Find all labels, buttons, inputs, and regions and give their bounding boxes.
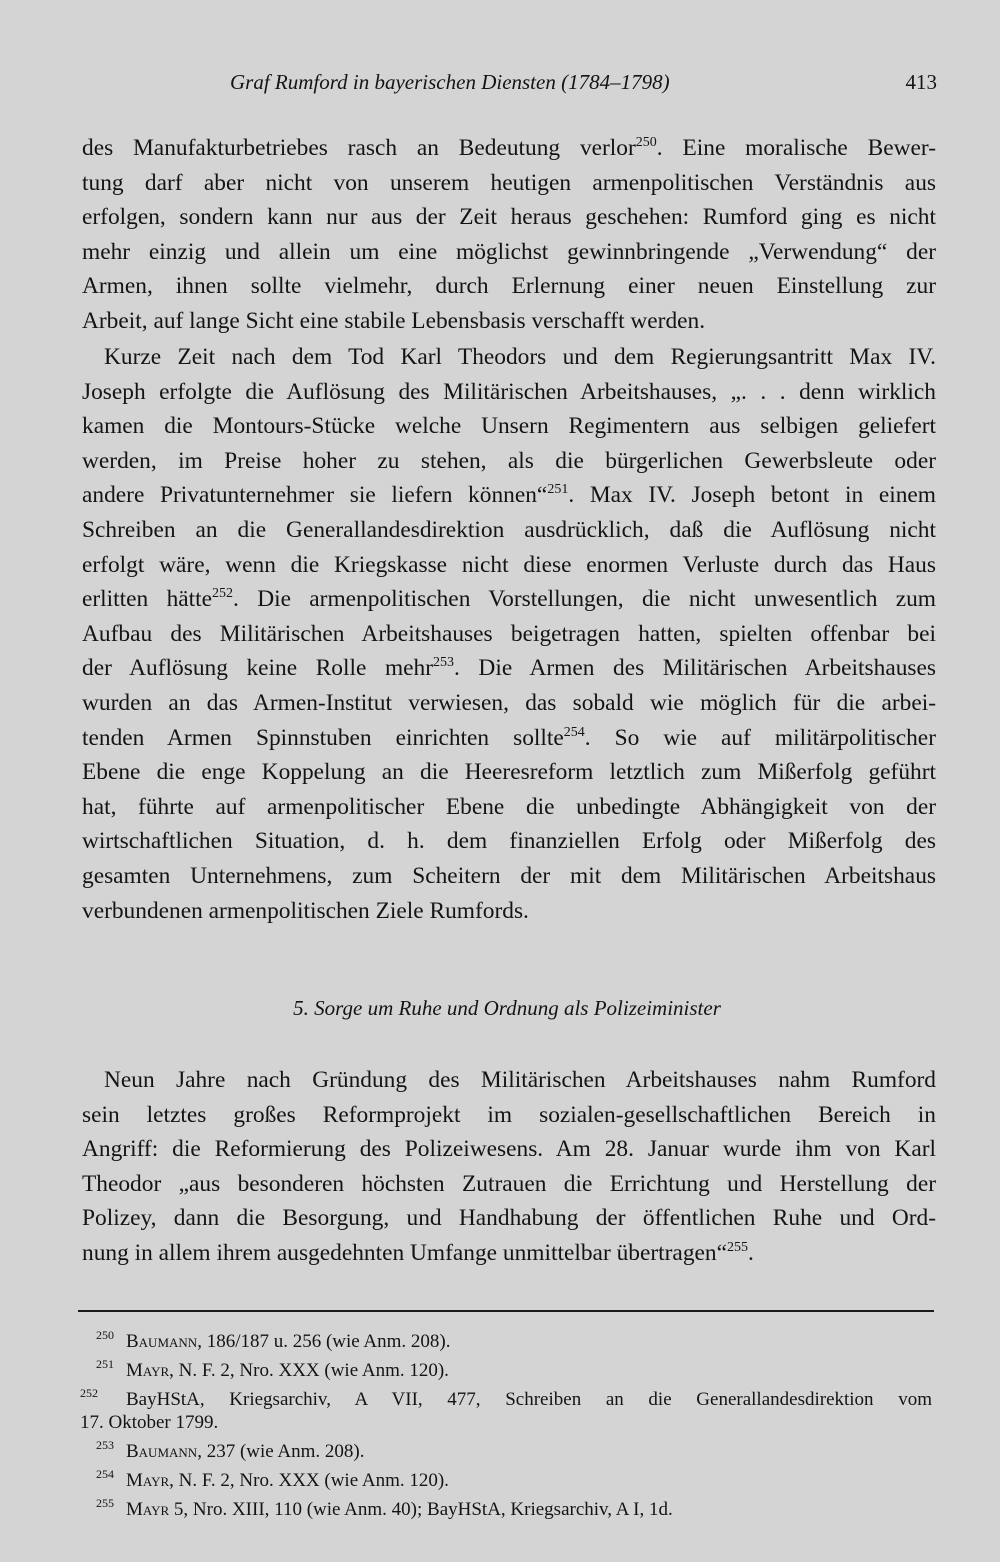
text-line xyxy=(82,269,936,304)
line-text: erfolgt wäre, wenn die Kriegskasse nicht diese enormen Verluste durch das Haus xyxy=(82,551,936,578)
line-text: sein letztes großes Reformprojekt im sozialen-gesellschaftlichen Bereich in xyxy=(82,1101,936,1128)
footnote-author: Baumann xyxy=(126,1441,198,1462)
footnote-ref: 252 xyxy=(212,586,234,602)
footnote-text: , N. F. 2, Nro. XXX (wie Anm. 120). xyxy=(169,1470,449,1491)
text-line xyxy=(82,721,936,756)
line-text-after: . Die armenpolitischen Vorstellungen, die nicht unwesentlich zum xyxy=(233,586,936,613)
text-line xyxy=(82,1063,936,1098)
line-text: Polizey, dann die Besorgung, und Handhabung der öffentlichen Ruhe und Ord- xyxy=(82,1205,936,1232)
footnote xyxy=(80,1353,932,1382)
text-line xyxy=(82,548,936,583)
footnote-author: Mayr xyxy=(126,1470,170,1491)
text-line xyxy=(82,1236,936,1271)
line-text: Kurze Zeit nach dem Tod Karl Theodors und dem Regierungsantritt Max IV. xyxy=(104,344,936,370)
footnote-text: , 237 (wie Anm. 208). xyxy=(197,1441,365,1462)
text-line xyxy=(82,617,936,652)
running-title: Graf Rumford in bayerischen Diensten (1784–1798) xyxy=(230,70,670,94)
text-line xyxy=(82,1098,936,1133)
footnote-number: 251 xyxy=(96,1357,114,1371)
footnote xyxy=(80,1324,932,1353)
footnotes xyxy=(80,1324,932,1521)
line-text-after: . So wie auf militärpolitischer xyxy=(584,724,936,751)
footnote xyxy=(80,1492,932,1521)
text-line xyxy=(82,1167,936,1202)
text-line xyxy=(82,686,936,721)
footnote xyxy=(80,1434,932,1463)
line-text-after: . Die Armen des Militärischen Arbeitshauses xyxy=(454,655,936,682)
footnote-ref: 250 xyxy=(635,135,657,151)
text-line xyxy=(82,513,936,548)
line-text: wirtschaftlichen Situation, d. h. dem finanziellen Erfolg oder Mißerfolg des xyxy=(82,828,936,855)
text-line xyxy=(82,444,936,479)
footnote-text: , N. F. 2, Nro. XXX (wie Anm. 120). xyxy=(169,1360,449,1381)
line-text: tung darf aber nicht von unserem heutigen armenpolitischen Verständnis aus xyxy=(82,169,936,196)
line-text: werden, im Preise hoher zu stehen, als die bürgerlichen Gewerbsleute oder xyxy=(82,447,936,474)
footnote-number: 254 xyxy=(96,1467,114,1481)
footnote-author: Baumann xyxy=(126,1331,198,1352)
footnote-ref: 251 xyxy=(547,482,569,498)
text-line xyxy=(82,1201,936,1236)
line-text: Theodor „aus besonderen höchsten Zutrauen die Errichtung und Herstellung der xyxy=(82,1170,936,1197)
footnote-ref: 255 xyxy=(726,1240,748,1256)
line-text: Ebene die enge Koppelung an die Heeresreform letztlich zum Mißerfolg geführt xyxy=(82,759,936,786)
text-line xyxy=(82,651,936,686)
text-line xyxy=(82,582,936,617)
footnote-author: Mayr xyxy=(126,1499,170,1520)
footnote-number: 253 xyxy=(96,1438,114,1452)
paragraph-2 xyxy=(82,340,936,928)
footnote-ref: 254 xyxy=(563,724,585,740)
text-line xyxy=(82,478,936,513)
footnote xyxy=(80,1382,932,1411)
line-text: kamen die Montours-Stücke welche Unsern Regimentern aus selbigen geliefert xyxy=(82,413,936,440)
line-text: andere Privatunternehmer sie liefern können“ xyxy=(82,482,548,509)
text-line xyxy=(82,824,936,859)
text-line xyxy=(82,200,936,235)
text-line xyxy=(82,409,936,444)
text-line xyxy=(82,755,936,790)
footnote-continuation: 17. Oktober 1799. xyxy=(80,1412,219,1433)
footnote-number: 252 xyxy=(80,1386,98,1400)
footnote-rule xyxy=(78,1310,934,1312)
footnote-text: , 186/187 u. 256 (wie Anm. 208). xyxy=(197,1331,451,1352)
text-line xyxy=(82,131,936,166)
line-text: tenden Armen Spinnstuben einrichten sollte xyxy=(82,724,564,751)
footnote xyxy=(80,1463,932,1492)
text-line xyxy=(82,375,936,410)
line-text: Angriff: die Reformierung des Polizeiwesens. Am 28. Januar wurde ihm von Karl xyxy=(82,1136,936,1163)
line-text: Armen, ihnen sollte vielmehr, durch Erlernung einer neuen Einstellung zur xyxy=(82,273,936,300)
paragraph-1 xyxy=(82,131,936,339)
footnote-author: Mayr xyxy=(126,1360,170,1381)
line-text: Arbeit, auf lange Sicht eine stabile Lebensbasis verschafft werden. xyxy=(82,307,706,334)
text-line xyxy=(82,340,936,375)
line-text: wurden an das Armen-Institut verwiesen, das sobald wie möglich für die arbei- xyxy=(82,689,936,716)
line-text: Aufbau des Militärischen Arbeitshauses beigetragen hatten, spielten offenbar bei xyxy=(82,620,936,647)
line-text: Joseph erfolgte die Auflösung des Militärischen Arbeitshauses, „. . . denn wirklich xyxy=(82,378,936,405)
text-line xyxy=(82,859,936,894)
line-text: Schreiben an die Generallandesdirektion ausdrücklich, daß die Auflösung nicht xyxy=(82,516,936,543)
line-text: verbundenen armenpolitischen Ziele Rumfords. xyxy=(82,897,529,924)
text-line xyxy=(82,790,936,825)
text-line xyxy=(82,166,936,201)
paragraph-3 xyxy=(82,1063,936,1271)
line-text-after: . Eine moralische Bewer- xyxy=(656,135,936,161)
text-line xyxy=(82,894,936,929)
line-text-after: . xyxy=(747,1239,754,1266)
section-heading: 5. Sorge um Ruhe und Ordnung als Polizeiminister xyxy=(293,996,721,1020)
text-line xyxy=(82,304,936,339)
footnote-ref: 253 xyxy=(433,655,455,671)
text-line xyxy=(82,235,936,270)
footnote-number: 255 xyxy=(96,1496,114,1510)
page-number: 413 xyxy=(905,70,937,94)
text-line xyxy=(82,1132,936,1167)
footnote-text: BayHStA, Kriegsarchiv, A VII, 477, Schreiben an die Generallandesdirektion vom xyxy=(126,1389,932,1410)
line-text: Neun Jahre nach Gründung des Militärischen Arbeitshauses nahm Rumford xyxy=(104,1067,936,1093)
line-text: erfolgen, sondern kann nur aus der Zeit heraus geschehen: Rumford ging es nicht xyxy=(82,204,936,231)
line-text: hat, führte auf armenpolitischer Ebene die unbedingte Abhängigkeit von der xyxy=(82,793,936,820)
line-text: erlitten hätte xyxy=(82,586,213,613)
footnote-text: 5, Nro. XIII, 110 (wie Anm. 40); BayHStA, Kriegsarchiv, A I, 1d. xyxy=(169,1499,673,1520)
line-text: gesamten Unternehmens, zum Scheitern der mit dem Militärischen Arbeitshaus xyxy=(82,862,936,889)
footnote-number: 250 xyxy=(96,1328,114,1342)
line-text: des Manufakturbetriebes rasch an Bedeutung verlor xyxy=(82,135,636,161)
line-text: nung in allem ihrem ausgedehnten Umfange unmittelbar übertragen“ xyxy=(82,1239,727,1266)
line-text: mehr einzig und allein um eine möglichst gewinnbringende „Verwendung“ der xyxy=(82,238,936,265)
line-text: der Auflösung keine Rolle mehr xyxy=(82,655,434,682)
line-text-after: . Max IV. Joseph betont in einem xyxy=(568,482,937,509)
